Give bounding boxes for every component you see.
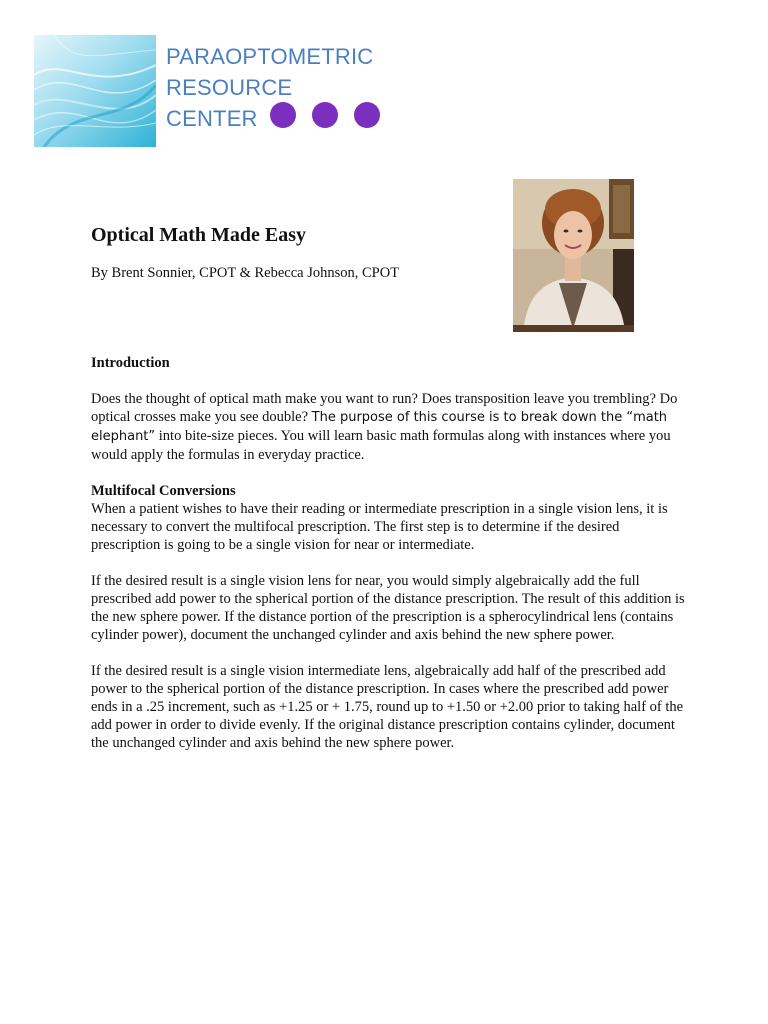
article-byline: By Brent Sonnier, CPOT & Rebecca Johnson, CPOT: [91, 265, 400, 281]
purple-dot: [312, 102, 338, 128]
logo-graphic: [34, 35, 156, 147]
multifocal-paragraph-2: If the desired result is a single vision lens for near, you would simply algebraically add the full prescribed add power to the spherical portion of the distance prescription. The result of this addition is the new sphere power. If the distance portion of the prescription is a spherocylindrical lens (contains cylinder power), document the unchanged cylinder and axis behind the new sphere power.: [91, 573, 685, 643]
intro-text-end: into bite-size pieces. You will learn basic math formulas along with instances where you would apply the formulas in everyday practice.: [91, 428, 671, 463]
intro-text-alt: The purpose of this course is to break down the “math elephant”: [91, 410, 668, 444]
logo-line-2: RESOURCE: [166, 75, 293, 100]
section-heading-introduction: Introduction: [91, 355, 170, 371]
multifocal-paragraph-1: When a patient wishes to have their reading or intermediate prescription in a single vision lens, it is necessary to convert the multifocal prescription. The first step is to determine if the desired prescription is going to be a single vision for near or intermediate.: [91, 501, 668, 553]
purple-dot: [270, 102, 296, 128]
intro-paragraph: [91, 390, 691, 464]
logo-line-1: PARAOPTOMETRIC: [166, 44, 374, 69]
multifocal-paragraph-3: If the desired result is a single vision intermediate lens, algebraically add half of the prescribed add power to the spherical portion of the distance prescription. In cases where the prescribed add power ends in a .25 increment, such as +1.25 or + 1.75, round up to +1.50 or +2.00 prior to taking half of the add power in order to divide evenly. If the original distance prescription contains cylinder, document the unchanged cylinder and axis behind the new sphere power.: [91, 663, 684, 751]
intro-text-start: Does the thought of optical math make you want to run? Does transposition leave you trembling? Do optical crosses make you see double?: [91, 391, 678, 425]
section-heading-multifocal: Multifocal Conversions: [91, 483, 236, 499]
logo-line-3: CENTER: [166, 106, 258, 131]
purple-dot: [354, 102, 380, 128]
logo-dots: [270, 102, 380, 128]
article-title: Optical Math Made Easy: [91, 224, 306, 246]
article-body: [91, 354, 691, 752]
author-photo: [513, 179, 634, 332]
